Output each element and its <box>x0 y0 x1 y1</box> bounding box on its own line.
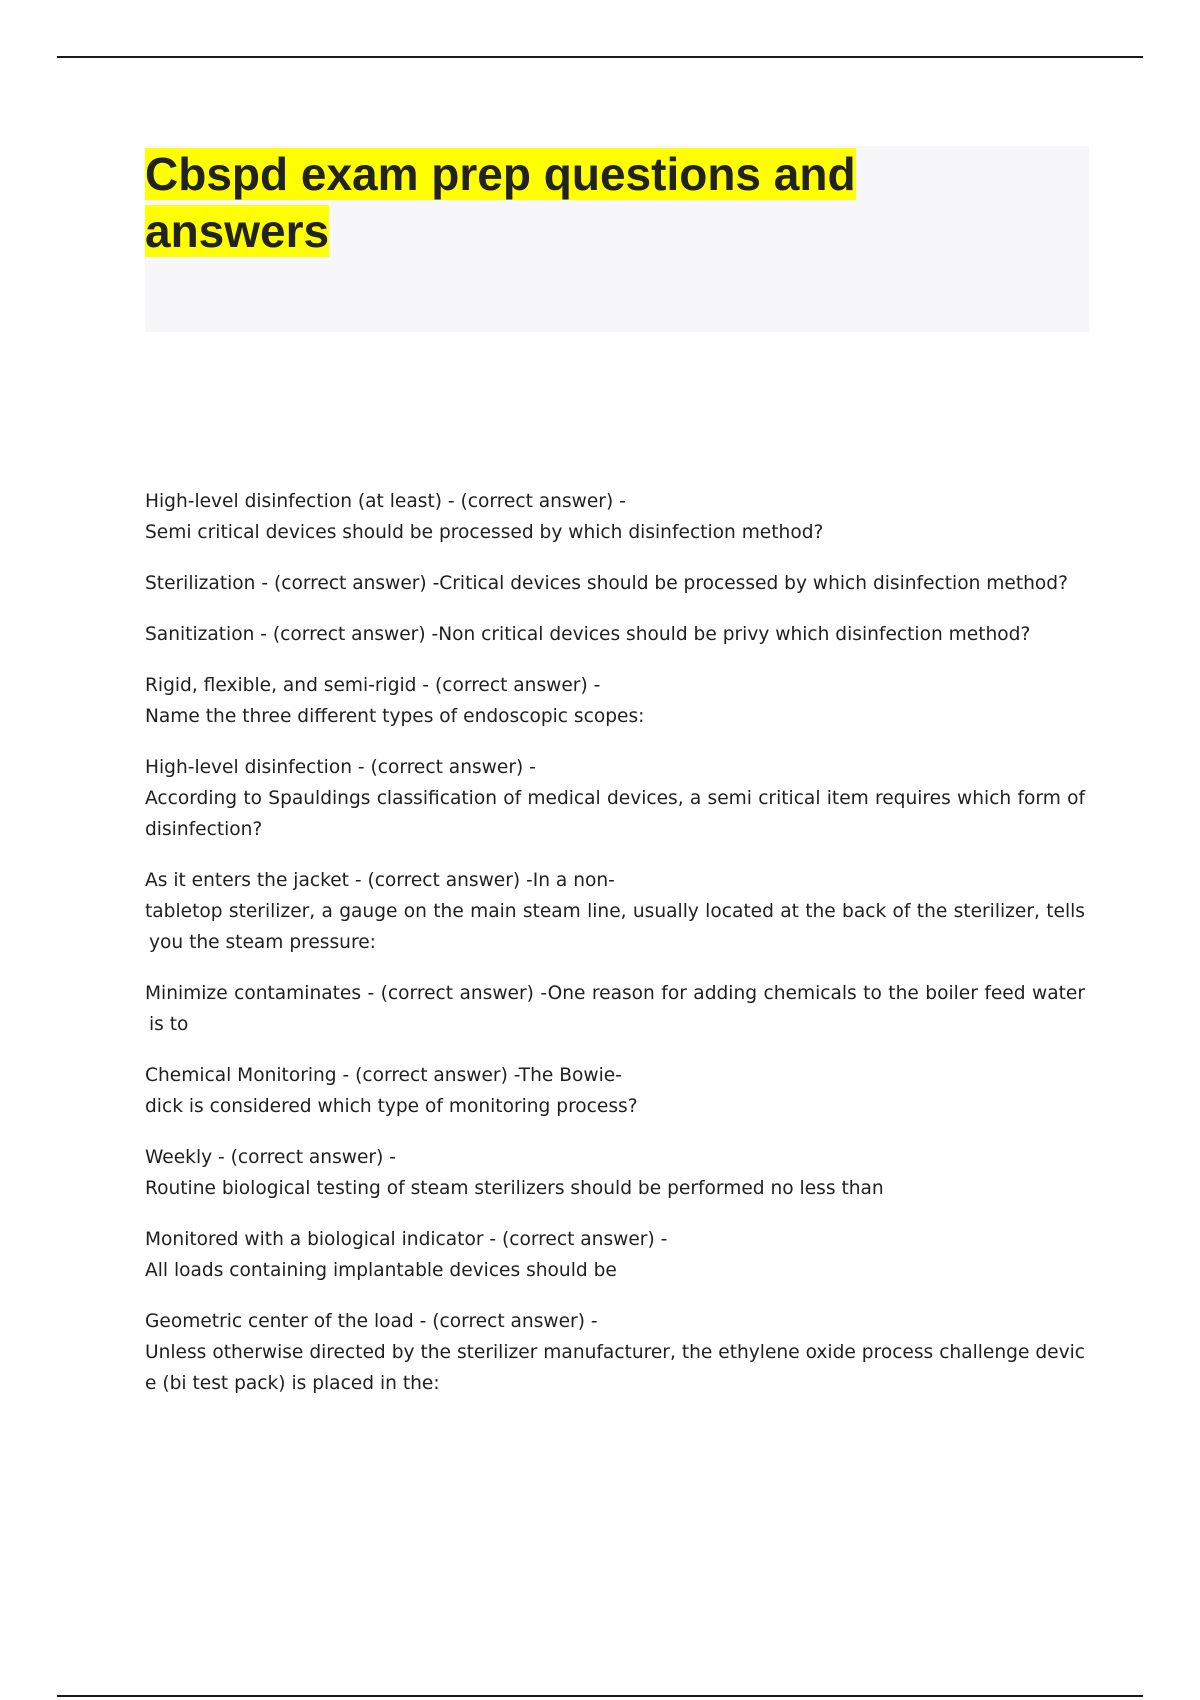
qa-line: Sanitization - (correct answer) -Non critical devices should be privy which disinfection method? <box>145 624 1031 645</box>
top-rule <box>57 56 1143 58</box>
qa-line: e (bi test pack) is placed in the: <box>145 1373 440 1394</box>
qa-line: All loads containing implantable devices should be <box>145 1260 617 1281</box>
title-block <box>145 146 1089 332</box>
qa-item <box>145 486 1085 548</box>
qa-item <box>145 865 1085 958</box>
qa-line: Rigid, flexible, and semi-rigid - (correct answer) - <box>145 675 601 696</box>
qa-list <box>145 486 1085 1419</box>
qa-item <box>145 670 1085 732</box>
qa-item <box>145 568 1085 599</box>
qa-line: Weekly - (correct answer) - <box>145 1147 396 1168</box>
page-title <box>145 146 905 260</box>
qa-line: you the steam pressure: <box>149 932 376 953</box>
qa-line: Semi critical devices should be processed by which disinfection method? <box>145 522 824 543</box>
qa-line: Minimize contaminates - (correct answer) -One reason for adding chemicals to the boiler feed water <box>145 983 1085 1004</box>
qa-line: Unless otherwise directed by the sterilizer manufacturer, the ethylene oxide process challenge devic <box>145 1342 1085 1363</box>
qa-line: is to <box>149 1014 189 1035</box>
qa-line: tabletop sterilizer, a gauge on the main steam line, usually located at the back of the sterilizer, tells <box>145 901 1085 922</box>
title-line-1: Cbspd exam prep questions and <box>145 148 856 200</box>
qa-line: Monitored with a biological indicator - (correct answer) - <box>145 1229 668 1250</box>
qa-line: dick is considered which type of monitoring process? <box>145 1096 638 1117</box>
qa-line: Routine biological testing of steam sterilizers should be performed no less than <box>145 1178 884 1199</box>
qa-line: As it enters the jacket - (correct answer) -In a non- <box>145 870 615 891</box>
qa-line: Name the three different types of endoscopic scopes: <box>145 706 645 727</box>
bottom-rule <box>57 1695 1143 1697</box>
qa-line: Geometric center of the load - (correct answer) - <box>145 1311 598 1332</box>
qa-item <box>145 752 1085 845</box>
qa-line: disinfection? <box>145 819 263 840</box>
qa-line: According to Spauldings classification of medical devices, a semi critical item requires which form of <box>145 788 1085 809</box>
title-line-2: answers <box>145 205 330 257</box>
qa-line: Sterilization - (correct answer) -Critical devices should be processed by which disinfection method? <box>145 573 1068 594</box>
qa-line: Chemical Monitoring - (correct answer) -The Bowie- <box>145 1065 622 1086</box>
qa-item <box>145 1306 1085 1399</box>
qa-line: High-level disinfection (at least) - (correct answer) - <box>145 491 626 512</box>
qa-item <box>145 1142 1085 1204</box>
qa-item <box>145 1060 1085 1122</box>
qa-line: High-level disinfection - (correct answer) - <box>145 757 536 778</box>
qa-item <box>145 978 1085 1040</box>
qa-item <box>145 619 1085 650</box>
qa-item <box>145 1224 1085 1286</box>
